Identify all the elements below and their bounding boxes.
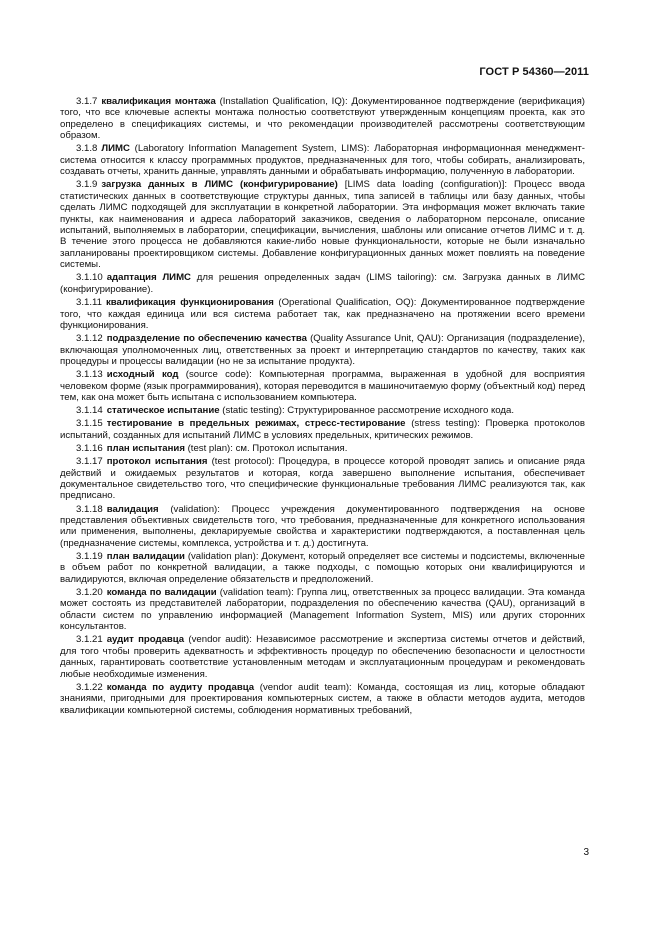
definition-paragraph bbox=[60, 405, 585, 416]
defined-term: загрузка данных в ЛИМС (конфигурирование) bbox=[101, 179, 338, 191]
definition-text: (stress testing): Проверка протоколов испытаний, созданных для испытаний ЛИМС в условиях предельных, критических режимов. bbox=[60, 418, 585, 441]
definition-text: (validation plan): Документ, который определяет все системы и подсистемы, включенные в объем работ по конкретной валидации, а также подходы, с помощью которых они квалифицируются и валидируются, включая определение обязательств и предположений. bbox=[60, 551, 585, 585]
defined-term: квалификация функционирования bbox=[105, 297, 274, 309]
definition-paragraph bbox=[60, 634, 585, 680]
clause-number: 3.1.21 bbox=[76, 634, 103, 646]
clause-number: 3.1.18 bbox=[76, 503, 103, 515]
definition-paragraph bbox=[60, 682, 585, 716]
clause-number: 3.1.15 bbox=[76, 418, 103, 430]
defined-term: тестирование в предельных режимах, стресс-тестирование bbox=[106, 418, 406, 430]
defined-term: план испытания bbox=[106, 442, 185, 454]
definition-paragraph bbox=[60, 551, 585, 585]
definition-text: (Quality Assurance Unit, QAU): Организация (подразделение), включающая уполномоченных лиц, ответственных за проект и интерпретацию стандартов по качеству, таких как процедуры и процессы валидации (но не за испытание продукта). bbox=[60, 333, 585, 367]
defined-term: протокол испытания bbox=[106, 456, 208, 468]
definition-paragraph bbox=[60, 456, 585, 502]
clause-number: 3.1.19 bbox=[76, 551, 103, 562]
definition-paragraph bbox=[60, 333, 585, 367]
clause-number: 3.1.8 bbox=[76, 143, 98, 155]
clause-number: 3.1.11 bbox=[76, 297, 102, 309]
definition-text: (static testing): Структурированное рассмотрение исходного кода. bbox=[219, 405, 514, 417]
defined-term: команда по валидации bbox=[106, 587, 217, 599]
clause-number: 3.1.22 bbox=[76, 681, 103, 693]
definition-paragraph bbox=[60, 504, 585, 550]
clause-number: 3.1.7 bbox=[76, 96, 98, 107]
definition-text: (vendor audit team): Команда, состоящая из лиц, которые обладают знаниями, пригодными для проектирования компьютерных систем, а также в области методов аудита, методов квалификации компьютерной системы, соблюдения нормативных требований, bbox=[60, 681, 585, 716]
definition-paragraph bbox=[60, 418, 585, 441]
definition-paragraph bbox=[60, 96, 585, 142]
definition-paragraph bbox=[60, 272, 585, 295]
defined-term: исходный код bbox=[106, 369, 179, 381]
definition-text: (validation): Процесс учреждения документированного подтверждения на основе представления объективных свидетельств того, что требования, предназначенные для конкретного использования или применения, выполнены, декларируемые свойства и характеристики подтверждаются, а поставленная цель (предназначение системы, комплекса, устройства и т. д.) достигнута. bbox=[60, 503, 585, 549]
definition-text: (Operational Qualification, OQ): Документированное подтверждение того, что каждая единица или вся система работает так, как предназначено на протяжении всего времени функционирования. bbox=[60, 297, 585, 331]
clause-number: 3.1.17 bbox=[76, 456, 103, 468]
page-number: 3 bbox=[583, 847, 589, 858]
definition-paragraph bbox=[60, 587, 585, 633]
definition-paragraph bbox=[60, 179, 585, 270]
clause-number: 3.1.14 bbox=[76, 405, 103, 417]
definition-paragraph bbox=[60, 143, 585, 177]
definition-text: (test protocol): Процедура, в процессе которой проводят запись и описание ряда действий и ожидаемых результатов и которая, когда завершено выполнение испытания, обеспечивает документальное свидетельство того, что специфические функциональные требования ЛИМС реализуются так, как предписано. bbox=[60, 456, 585, 502]
clause-number: 3.1.9 bbox=[76, 179, 98, 191]
definition-text: [LIMS data loading (configuration)]: Процесс ввода статистических данных в соответствующие структуры данных, типа записей в таблицы или базу данных, чтобы сделать ЛИМС подходящей для эксплуатации в конкретной лаборатории. Эта информация может включать такие пункты, как наименования и адреса лабораторий заказчиков, сведения о лабораторном персонале, описание испытаний, выполняемых в лаборатории, спецификации, вычисления, шаблоны или описание отчетов ЛИМС и т. д. В течение этого процесса не добавляются какие-либо новые функциональности, которые не были изначально запланированы проектировщиком системы. Добавление конфигурационных данных может повлиять на поведение системы. bbox=[60, 179, 585, 271]
defined-term: план валидации bbox=[106, 551, 185, 562]
definition-text: (Installation Qualification, IQ): Документированное подтверждение (верификация) того, что все ключевые аспекты монтажа полностью соответствуют утвержденным концепциям проекта, как это определено в спецификациях системы, и что рекомендации производителей рассмотрены соответствующим образом. bbox=[60, 96, 585, 142]
definition-text: (source code): Компьютерная программа, выраженная в удобной для восприятия человеком форме (язык программирования), которая переводится в машиночитаемую форму (объектный код) перед тем, как она может быть испытана с использованием компьютера. bbox=[60, 369, 585, 403]
clause-number: 3.1.12 bbox=[76, 333, 103, 345]
defined-term: квалификация монтажа bbox=[101, 96, 216, 107]
defined-term: команда по аудиту продавца bbox=[106, 681, 255, 693]
definition-text: для решения определенных задач (LIMS tailoring): см. Загрузка данных в ЛИМС (конфигурирование). bbox=[60, 272, 585, 295]
defined-term: подразделение по обеспечению качества bbox=[106, 333, 307, 345]
defined-term: ЛИМС bbox=[101, 143, 130, 155]
clause-number: 3.1.13 bbox=[76, 369, 103, 381]
clause-number: 3.1.10 bbox=[76, 272, 103, 284]
defined-term: адаптация ЛИМС bbox=[106, 272, 191, 284]
definition-text: (test plan): см. Протокол испытания. bbox=[184, 442, 348, 454]
defined-term: аудит продавца bbox=[106, 634, 185, 646]
clause-number: 3.1.16 bbox=[76, 442, 103, 454]
defined-term: статическое испытание bbox=[106, 405, 220, 417]
document-id: ГОСТ Р 54360—2011 bbox=[479, 66, 589, 78]
definition-text: (Laboratory Information Management System, LIMS): Лабораторная информационная менеджмент-система относится к классу программных продуктов, предназначенных для того, чтобы собирать, анализировать, создавать отчеты, хранить данные, управлять данными и обрабатывать информацию, полученную в лаборатории. bbox=[60, 143, 585, 178]
defined-term: валидация bbox=[106, 503, 159, 515]
definition-paragraph bbox=[60, 369, 585, 403]
definition-paragraph bbox=[60, 443, 585, 454]
document-body bbox=[60, 96, 585, 718]
definition-text: (validation team): Группа лиц, ответственных за процесс валидации. Эта команда может состоять из представителей лаборатории, подразделения по обеспечению качества (QAU), организаций в области систем по управлению информацией (Management Information System, MIS) или других сторонних консультантов. bbox=[60, 587, 585, 633]
clause-number: 3.1.20 bbox=[76, 587, 103, 599]
definition-text: (vendor audit): Независимое рассмотрение и экспертиза системы отчетов и действий, для того чтобы проверить адекватность и эффективность процедур по обеспечению безопасности и целостности данных, гарантировать соответствие установленным методам и эксплуатационным процедурам и рекомендовать любые необходимые изменения. bbox=[60, 634, 585, 680]
definition-paragraph bbox=[60, 297, 585, 331]
